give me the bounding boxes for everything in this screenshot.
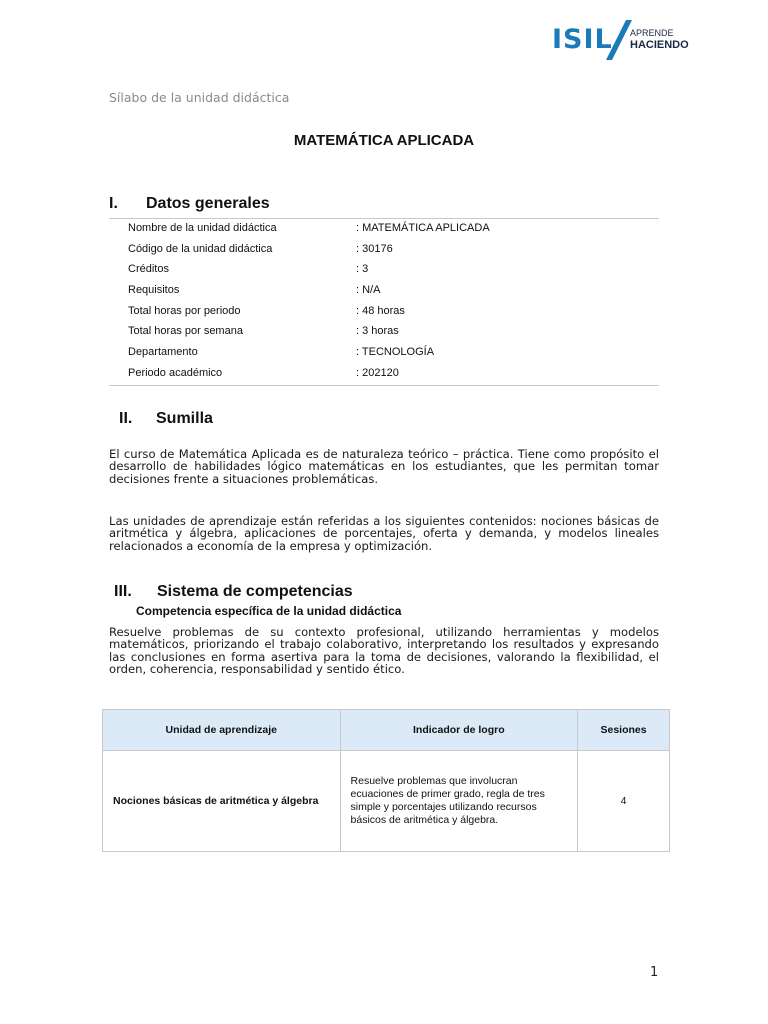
- logo-slash-icon: [596, 20, 632, 64]
- row-value: : 3 horas: [356, 325, 399, 338]
- competencia-subtitle: Competencia específica de la unidad didáctica: [136, 604, 402, 618]
- cell-indicador: Resuelve problemas que involucran ecuaciones de primer grado, regla de tres simple y porcentajes utilizando recursos básicos de aritmética y álgebra.: [340, 751, 578, 852]
- section-sumilla-heading: [119, 410, 213, 428]
- row-value: : MATEMÁTICA APLICADA: [356, 222, 490, 234]
- cell-sesiones: 4: [578, 751, 670, 852]
- table-row: [103, 751, 670, 852]
- table-row: [109, 219, 659, 240]
- row-label: Total horas por periodo: [128, 304, 241, 317]
- section-general-heading: [109, 195, 270, 213]
- logo-tagline-top: APRENDE: [630, 28, 674, 38]
- document-header: Sílabo de la unidad didáctica: [109, 90, 290, 105]
- logo-brand: ISIL: [552, 24, 613, 55]
- section-sumilla-title: Sumilla: [156, 410, 213, 427]
- sumilla-paragraph-2: Las unidades de aprendizaje están referidas a los siguientes contenidos: nociones básicas de aritmética y álgebra, aplicaciones de porcentajes, oferta y demanda, y modelos lineales relacionados a economía de la empresa y optimización.: [109, 514, 659, 553]
- row-label: Requisitos: [128, 284, 180, 297]
- table-row: [109, 281, 659, 302]
- table-row: [109, 260, 659, 281]
- header-unidad: Unidad de aprendizaje: [103, 710, 341, 751]
- competencias-table: [102, 709, 670, 852]
- table-row: [109, 302, 659, 323]
- header-sesiones: Sesiones: [578, 710, 670, 751]
- row-label: Nombre de la unidad didáctica: [128, 222, 277, 234]
- table-header-row: [103, 710, 670, 751]
- row-value: : 202120: [356, 366, 399, 379]
- sumilla-paragraph-1: El curso de Matemática Aplicada es de naturaleza teórico – práctica. Tiene como propósito el desarrollo de habilidades lógico matemáticas en los estudiantes, que les permitan tomar decisiones frente a situaciones problemáticas.: [109, 447, 659, 486]
- logo-tagline-bottom: HACIENDO: [630, 39, 689, 51]
- row-label: Periodo académico: [128, 366, 223, 379]
- table-row: [109, 364, 659, 385]
- row-value: : 48 horas: [356, 304, 405, 317]
- page-number: 1: [650, 965, 659, 980]
- cell-unidad: Nociones básicas de aritmética y álgebra: [103, 751, 341, 852]
- section-sumilla-number: II.: [119, 410, 133, 427]
- section-competencias-title: Sistema de competencias: [157, 583, 353, 600]
- row-label: Código de la unidad didáctica: [128, 242, 273, 255]
- row-value: : 30176: [356, 242, 393, 255]
- table-row: [109, 343, 659, 364]
- row-label: Departamento: [128, 346, 198, 359]
- section-general-title: Datos generales: [146, 195, 270, 212]
- row-label: Créditos: [128, 263, 169, 276]
- general-data-table: [109, 218, 659, 386]
- row-value: : N/A: [356, 284, 381, 297]
- document-title: MATEMÁTICA APLICADA: [293, 132, 475, 149]
- section-competencias-heading: [114, 583, 353, 601]
- header-indicador: Indicador de logro: [340, 710, 578, 751]
- row-label: Total horas por semana: [128, 325, 243, 338]
- section-competencias-number: III.: [114, 583, 132, 600]
- table-row: [109, 322, 659, 343]
- competencia-paragraph: Resuelve problemas de su contexto profesional, utilizando herramientas y modelos matemáticos, priorizando el trabajo colaborativo, interpretando los resultados y expresando las conclusiones en forma asertiva para la toma de decisiones, valorando la flexibilidad, el orden, coherencia, responsabilidad y sentido ético.: [109, 625, 659, 676]
- logo-tagline: [630, 28, 689, 51]
- table-row: [109, 240, 659, 261]
- isil-logo: [552, 20, 692, 64]
- section-general-number: I.: [109, 195, 118, 212]
- row-value: : 3: [356, 263, 369, 276]
- row-value: : TECNOLOGÍA: [356, 346, 435, 359]
